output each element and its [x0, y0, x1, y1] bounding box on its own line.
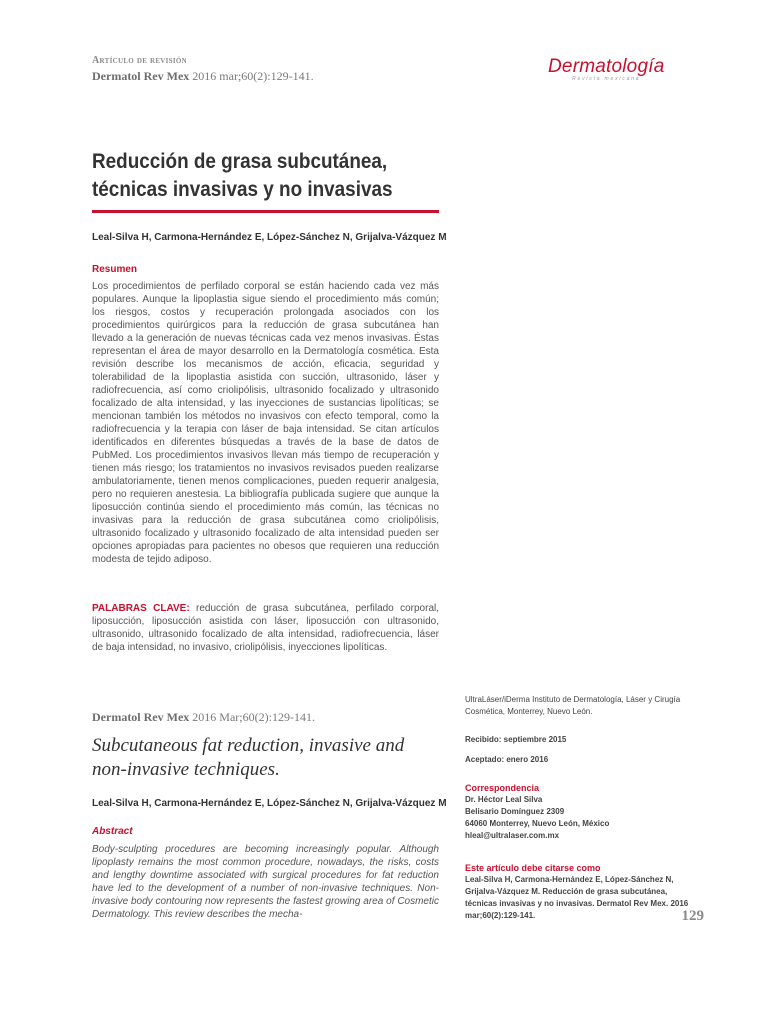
english-citation [92, 710, 315, 725]
abstract-text: Body-sculpting procedures are becoming increasingly popular. Although lipoplasty remains the most common procedure, nowadays, the risks, costs and lengthy downtime associated with surgical procedures for fat reduction have led to the development of a number of non-invasive techniques. Non-invasive body contouring now represents the fastest growing area of Cosmetic Dermatology. This review describes the mecha- [92, 844, 439, 920]
citation-rest: 2016 mar;60(2):129-141. [189, 69, 314, 83]
logo-main-text: Dermatología [548, 56, 665, 77]
correspondence-street: Belisario Domínguez 2309 [465, 807, 565, 816]
title-line-2: técnicas invasivas y no invasivas [92, 178, 393, 201]
affiliation: UltraLáser/iDerma Instituto de Dermatología, Láser y Cirugía Cosmética, Monterrey, Nuevo León. [465, 695, 681, 716]
journal-logo [548, 56, 664, 82]
keywords-label: PALABRAS CLAVE: [92, 603, 190, 614]
abstract-heading: Abstract [92, 826, 133, 837]
resumen-text: Los procedimientos de perfilado corporal se están haciendo cada vez más populares. Aunque la lipoplastia sigue siendo el procedimiento más común; los riesgos, costos y recuperación prolongada asociados con los procedimientos quirúrgicos para la reducción de grasa subcutánea han llevado a la generación de nuevas técnicas cada vez menos invasivas. Éstas representan el área de mayor desarrollo en la Dermatología cosmética. Esta revisión describe los mecanismos de acción, eficacia, seguridad y tolerabilidad de la lipoplastia asistida con succión, ultrasonido, láser y radiofrecuencia, así como criolipólisis, ultrasonido focalizado y ultrasonido focalizado de alta intensidad, y las inyecciones de sustancias lipolíticas; se mencionan también los métodos no invasivos con efecto temporal, como la radiofrecuencia y la terapia con láser de baja intensidad. Se citan artículos identificados en diferentes búsquedas a través de la base de datos de PubMed. Los procedimientos invasivos llevan más tiempo de recuperación y tienen más riesgo; los tratamientos no invasivos revisados pueden realizarse ambulatoriamente, tienen menos complicaciones, pueden requerir analgesia, pero no requieren anestesia. La bibliografía publicada sugiere que aunque la liposucción continúa siendo el procedimiento más común, las técnicas no invasivas para la reducción de grasa subcutánea como criolipólisis, ultrasonido focalizado y ultrasonido focalizado de alta intensidad pueden ser opciones apropiadas para pacientes no obesos que requieren una reducción modesta de tejido adiposo. [92, 281, 439, 565]
resumen-heading: Resumen [92, 264, 138, 275]
keywords-text: reducción de grasa subcutánea, perfilado corporal, liposucción, liposucción asistida con láser, liposucción con ultrasonido, ultrasonido, ultrasonido focalizado de alta intensidad, radiofrecuencia, láser de baja intensidad, no invasivo, criolipólisis, inyecciones lipolíticas. [92, 603, 440, 653]
header-citation [92, 69, 314, 84]
english-journal-abbr: Dermatol Rev Mex [92, 710, 190, 724]
journal-abbr: Dermatol Rev Mex [92, 69, 190, 83]
title-rule [92, 210, 439, 213]
cite-as [465, 862, 695, 922]
english-citation-rest: 2016 Mar;60(2):129-141. [189, 710, 315, 724]
english-title-line-2: non-invasive techniques. [92, 759, 280, 780]
title-line-1: Reducción de grasa subcutánea, [92, 150, 388, 173]
page-number: 129 [681, 908, 704, 924]
received-date: Recibido: septiembre 2015 [465, 735, 567, 744]
logo-sub-text: Revista mexicana [572, 76, 641, 82]
cite-as-text: Leal-Silva H, Carmona-Hernández E, López-Sánchez N, Grijalva-Vázquez M. Reducción de grasa subcutánea, técnicas invasivas y no invasivas. Dermatol Rev Mex. 2016 mar;60(2):129-141. [465, 875, 689, 920]
correspondence-city: 64060 Monterrey, Nuevo León, México [465, 819, 610, 828]
accepted-date: Aceptado: enero 2016 [465, 755, 549, 764]
cite-as-heading: Este artículo debe citarse como [465, 863, 601, 873]
authors: Leal-Silva H, Carmona-Hernández E, López-Sánchez N, Grijalva-Vázquez M [92, 232, 447, 243]
english-title [92, 734, 452, 782]
article-title [92, 148, 416, 204]
english-authors: Leal-Silva H, Carmona-Hernández E, López-Sánchez N, Grijalva-Vázquez M [92, 798, 447, 809]
keywords [92, 602, 439, 654]
section-label: Artículo de revisión [92, 55, 187, 66]
correspondence [465, 782, 695, 842]
correspondence-email: hleal@ultralaser.com.mx [465, 831, 560, 840]
english-title-line-1: Subcutaneous fat reduction, invasive and [92, 735, 405, 756]
correspondence-name: Dr. Héctor Leal Silva [465, 795, 543, 804]
correspondence-heading: Correspondencia [465, 783, 540, 793]
